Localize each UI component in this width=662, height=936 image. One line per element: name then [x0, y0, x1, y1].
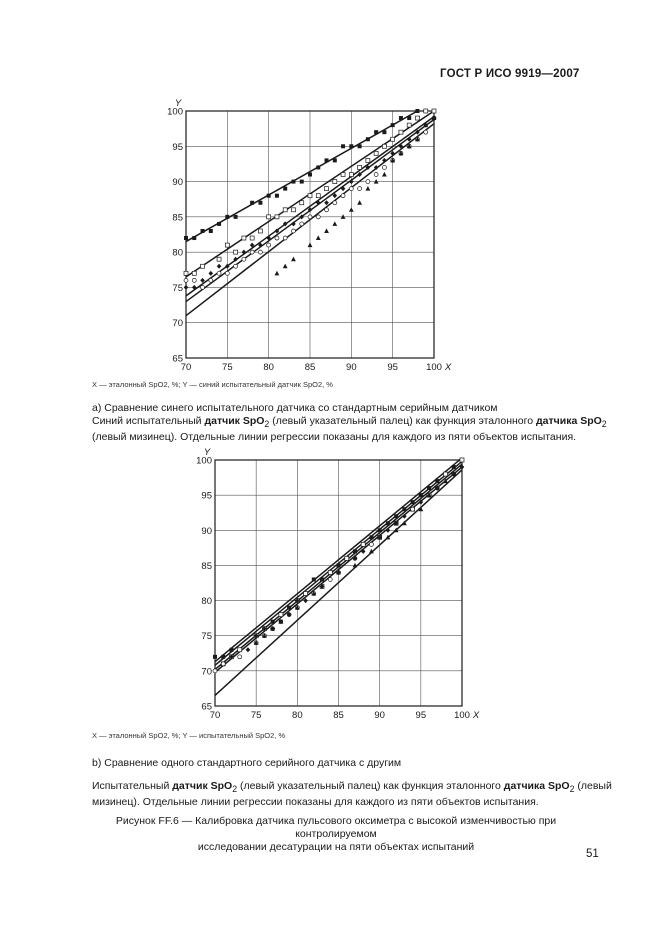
- data-point-square: [258, 201, 262, 205]
- data-point-diamond: [382, 158, 387, 163]
- data-point-open-square: [279, 613, 283, 617]
- data-point-diamond: [246, 647, 251, 652]
- data-point-triangle: [316, 235, 321, 240]
- data-point-diamond: [242, 250, 247, 255]
- chart-a-description: Синий испытательный датчик SpO$_2$ (левый указательный палец) как функция эталонного датчика SpO$_2$ (левый мизинец). Отдельные линии регрессии показаны для каждого из пяти объектов испытания.: [92, 415, 607, 444]
- data-point-triangle: [349, 207, 354, 212]
- data-point-circle: [349, 187, 353, 191]
- y-axis-label: Y: [203, 447, 211, 458]
- data-point-circle: [325, 208, 329, 212]
- data-point-square: [320, 577, 324, 581]
- data-point-open-square: [382, 144, 386, 148]
- data-point-square: [399, 116, 403, 120]
- figure-caption: [76, 815, 596, 854]
- x-tick-label: 85: [333, 710, 344, 721]
- data-point-open-square: [432, 109, 436, 113]
- data-point-square: [250, 201, 254, 205]
- data-point-open-square: [374, 151, 378, 155]
- data-point-square: [382, 130, 386, 134]
- data-point-square: [283, 187, 287, 191]
- data-point-square: [209, 229, 213, 233]
- data-point-circle: [366, 180, 370, 184]
- data-point-circle: [308, 215, 312, 219]
- x-tick-label: 85: [304, 362, 316, 373]
- data-point-open-square: [283, 208, 287, 212]
- data-point-circle: [382, 165, 386, 169]
- data-point-open-square: [333, 180, 337, 184]
- data-point-open-square: [238, 648, 242, 652]
- data-point-square: [374, 130, 378, 134]
- data-point-square: [308, 173, 312, 177]
- data-point-square: [394, 514, 398, 518]
- data-point-open-square: [225, 243, 229, 247]
- data-point-circle: [374, 173, 378, 177]
- x-tick-label: 75: [250, 710, 262, 721]
- data-point-square: [234, 215, 238, 219]
- data-point-circle: [358, 187, 362, 191]
- data-point-square: [267, 194, 271, 198]
- data-point-open-square: [366, 158, 370, 162]
- data-point-circle: [217, 271, 221, 275]
- data-point-square: [287, 606, 291, 610]
- data-point-square: [353, 549, 357, 553]
- data-point-square: [201, 229, 205, 233]
- data-point-open-square: [250, 236, 254, 240]
- data-point-open-square: [345, 556, 349, 560]
- x-tick-label: 70: [209, 710, 221, 721]
- data-point-square: [411, 500, 415, 504]
- chart-a-subcaption: а) Сравнение синего испытательного датчика со стандартным серийным датчиком: [92, 402, 498, 414]
- data-point-diamond: [209, 271, 214, 276]
- data-point-square: [213, 655, 217, 659]
- data-point-circle: [333, 201, 337, 205]
- x-tick-label: 75: [222, 362, 233, 373]
- data-point-square: [312, 577, 316, 581]
- data-point-open-square: [184, 271, 188, 275]
- data-point-circle: [209, 278, 213, 282]
- data-point-square: [402, 507, 406, 511]
- data-point-triangle: [308, 242, 313, 247]
- y-tick-label: 75: [172, 282, 183, 294]
- data-point-square: [378, 528, 382, 532]
- data-point-square: [415, 109, 419, 113]
- data-point-square: [337, 563, 341, 567]
- y-tick-label: 85: [201, 560, 212, 572]
- data-point-square: [349, 144, 353, 148]
- x-tick-label: 90: [346, 362, 357, 373]
- data-point-open-square: [291, 208, 295, 212]
- x-tick-label: 90: [374, 710, 385, 721]
- data-point-circle: [341, 194, 345, 198]
- data-point-square: [435, 479, 439, 483]
- data-point-open-square: [192, 271, 196, 275]
- chart-b-axis-note: X — эталонный SpO2, %; Y — испытательный SpO2, %: [92, 731, 286, 740]
- y-tick-label: 70: [201, 666, 212, 678]
- data-point-open-square: [349, 173, 353, 177]
- data-point-open-square: [267, 215, 271, 219]
- data-point-open-square: [234, 250, 238, 254]
- y-tick-label: 100: [167, 106, 183, 118]
- data-point-open-square: [316, 194, 320, 198]
- data-point-square: [358, 144, 362, 148]
- data-point-square: [386, 521, 390, 525]
- data-point-diamond: [184, 285, 189, 290]
- chart-a: [167, 98, 452, 373]
- data-point-diamond: [324, 200, 329, 205]
- data-point-triangle: [275, 271, 280, 276]
- data-point-square: [271, 620, 275, 624]
- data-point-open-square: [325, 187, 329, 191]
- data-point-circle: [316, 215, 320, 219]
- chart-b: [196, 447, 480, 721]
- data-point-triangle: [365, 186, 370, 191]
- data-point-diamond: [386, 528, 391, 533]
- data-point-square: [316, 165, 320, 169]
- x-tick-label: 80: [263, 362, 274, 373]
- y-tick-label: 90: [201, 525, 212, 537]
- data-point-open-square: [275, 215, 279, 219]
- figure-caption-line1: Рисунок FF.6 — Калибровка датчика пульсового оксиметра с высокой изменчивостью при контролируемом: [115, 815, 557, 840]
- data-point-open-square: [217, 257, 221, 261]
- data-point-circle: [184, 278, 188, 282]
- data-point-open-square: [444, 472, 448, 476]
- figure-caption-line2: исследовании десатурации на пяти объектах испытаний: [197, 841, 475, 853]
- data-point-circle: [213, 669, 217, 673]
- data-point-circle: [411, 507, 415, 511]
- data-point-circle: [328, 577, 332, 581]
- data-point-square: [217, 222, 221, 226]
- data-point-square: [192, 236, 196, 240]
- data-point-open-square: [308, 194, 312, 198]
- data-point-square: [452, 465, 456, 469]
- y-tick-label: 95: [172, 141, 183, 153]
- data-point-open-square: [201, 264, 205, 268]
- data-point-square: [291, 180, 295, 184]
- data-point-square: [366, 137, 370, 141]
- x-tick-label: 100: [426, 362, 442, 373]
- data-point-open-square: [258, 229, 262, 233]
- data-point-open-square: [300, 201, 304, 205]
- data-point-circle: [192, 278, 196, 282]
- data-point-square: [369, 535, 373, 539]
- x-tick-label: 95: [415, 710, 427, 721]
- chart-b-subcaption: b) Сравнение одного стандартного серийного датчика с другим: [92, 757, 402, 769]
- data-point-square: [221, 655, 225, 659]
- data-point-open-square: [460, 458, 464, 462]
- data-point-open-square: [407, 123, 411, 127]
- y-tick-label: 65: [172, 353, 183, 365]
- data-point-circle: [234, 264, 238, 268]
- x-axis-label: X: [472, 710, 480, 721]
- data-point-open-square: [399, 130, 403, 134]
- data-point-triangle: [283, 264, 288, 269]
- data-point-square: [427, 486, 431, 490]
- x-tick-label: 70: [180, 362, 192, 373]
- data-point-open-square: [361, 542, 365, 546]
- data-point-open-square: [242, 236, 246, 240]
- data-point-open-square: [304, 592, 308, 596]
- x-axis-label: X: [444, 362, 452, 373]
- data-point-open-square: [415, 116, 419, 120]
- data-point-circle: [258, 250, 262, 254]
- data-point-circle: [242, 257, 246, 261]
- data-point-square: [275, 194, 279, 198]
- data-point-circle: [201, 285, 205, 289]
- data-point-square: [407, 116, 411, 120]
- data-point-open-square: [328, 570, 332, 574]
- data-point-square: [184, 236, 188, 240]
- y-tick-label: 95: [201, 490, 212, 502]
- y-tick-label: 80: [201, 596, 212, 608]
- y-axis-label: Y: [174, 98, 182, 109]
- chart-b-description: Испытательный датчик SpO$_2$ (левый указательный палец) как функция эталонного датчика SpO$_2$ (левый мизинец). Отдельные линии регрессии показаны для каждого из пяти объектов испытания.: [92, 780, 612, 809]
- data-point-open-square: [358, 165, 362, 169]
- page-number: 51: [586, 848, 599, 860]
- data-point-circle: [275, 236, 279, 240]
- data-point-triangle: [382, 172, 387, 177]
- y-tick-label: 85: [172, 212, 183, 224]
- data-point-circle: [283, 236, 287, 240]
- data-point-square: [325, 158, 329, 162]
- data-point-square: [391, 123, 395, 127]
- data-point-diamond: [217, 264, 222, 269]
- data-point-open-square: [391, 137, 395, 141]
- data-point-circle: [225, 271, 229, 275]
- y-tick-label: 70: [172, 318, 183, 330]
- data-point-circle: [369, 542, 373, 546]
- data-point-square: [341, 144, 345, 148]
- y-tick-label: 65: [201, 701, 212, 713]
- data-point-triangle: [357, 200, 362, 205]
- data-point-open-square: [424, 109, 428, 113]
- y-tick-label: 75: [201, 631, 212, 643]
- data-point-circle: [221, 662, 225, 666]
- data-point-square: [333, 158, 337, 162]
- data-point-square: [229, 648, 233, 652]
- data-point-open-square: [341, 173, 345, 177]
- data-point-circle: [300, 222, 304, 226]
- x-tick-label: 95: [387, 362, 398, 373]
- x-tick-label: 80: [292, 710, 303, 721]
- data-point-circle: [267, 243, 271, 247]
- x-tick-label: 100: [454, 710, 470, 721]
- standard-header: ГОСТ Р ИСО 9919—2007: [440, 68, 580, 80]
- data-point-square: [419, 493, 423, 497]
- data-point-circle: [424, 130, 428, 134]
- data-point-circle: [250, 250, 254, 254]
- y-tick-label: 90: [172, 177, 183, 189]
- data-point-triangle: [324, 228, 329, 233]
- data-point-circle: [238, 655, 242, 659]
- data-point-triangle: [332, 221, 337, 226]
- data-point-triangle: [291, 257, 296, 262]
- data-point-square: [300, 180, 304, 184]
- y-tick-label: 100: [196, 455, 212, 467]
- data-point-circle: [291, 229, 295, 233]
- y-tick-label: 80: [172, 247, 183, 259]
- chart-a-axis-note: X — эталонный SpO2, %; Y — синий испытательный датчик SpO2, %: [92, 380, 333, 389]
- data-point-square: [225, 215, 229, 219]
